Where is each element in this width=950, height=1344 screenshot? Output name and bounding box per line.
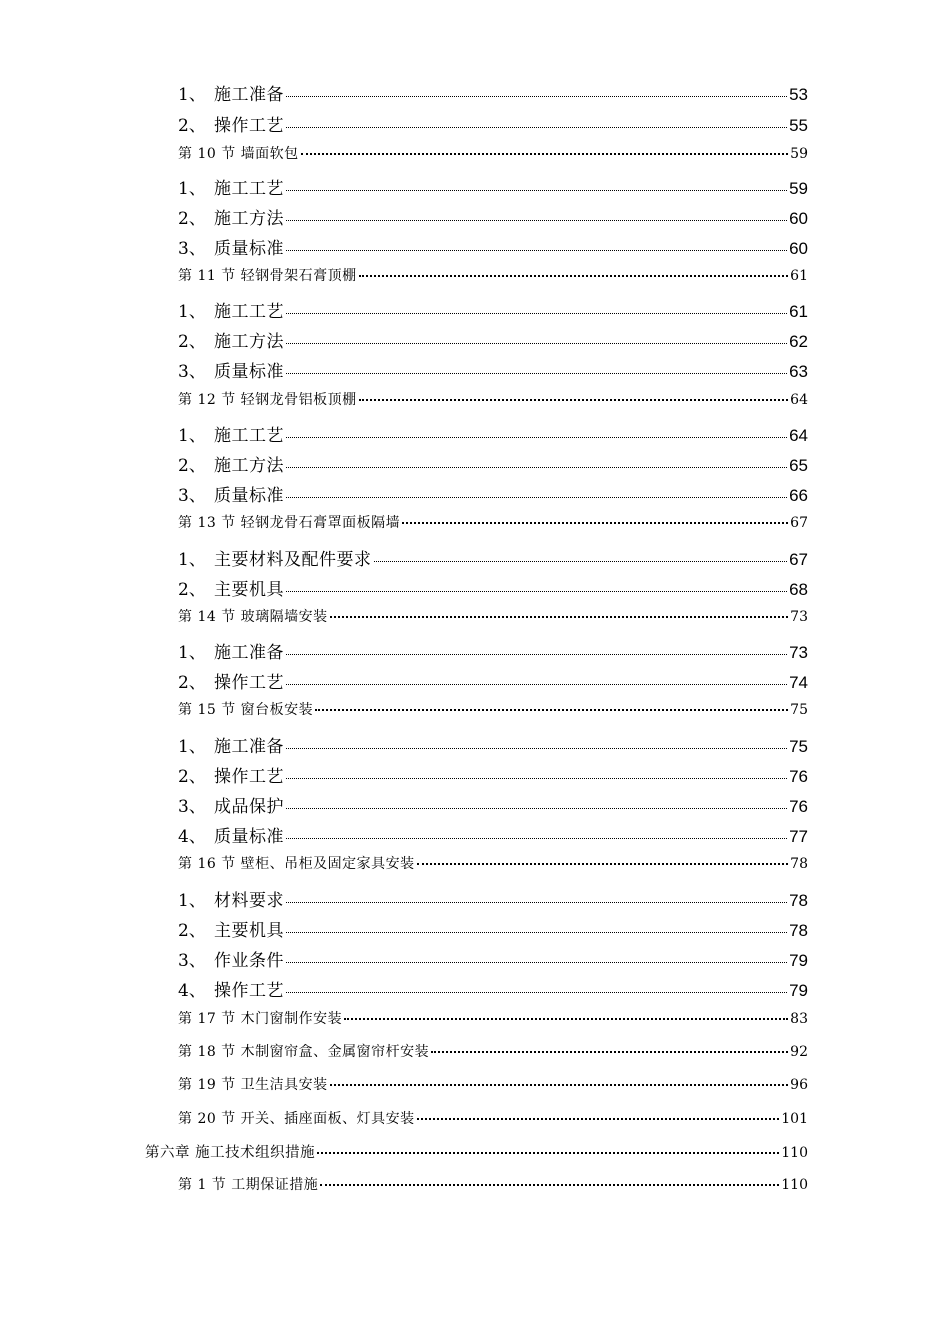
- toc-entry-title: 施工方法: [214, 209, 284, 229]
- toc-item[interactable]: [178, 174, 808, 199]
- dot-leader: [286, 947, 787, 966]
- dot-leader: [286, 763, 787, 782]
- dot-leader: [359, 389, 789, 404]
- toc-page-number: 53: [789, 85, 808, 104]
- toc-page-number: 59: [789, 179, 808, 198]
- toc-item[interactable]: [178, 668, 808, 693]
- toc-section[interactable]: [178, 265, 808, 285]
- toc-item[interactable]: [178, 976, 808, 1001]
- dot-leader: [286, 669, 787, 688]
- toc-page-number: 60: [789, 239, 808, 258]
- toc-page-number: 92: [790, 1044, 808, 1061]
- dot-leader: [286, 733, 787, 752]
- toc-page-number: 75: [789, 737, 808, 756]
- toc-chapter[interactable]: [145, 1141, 808, 1162]
- toc-entry-title: 操作工艺: [214, 116, 284, 136]
- toc-item[interactable]: [178, 545, 808, 570]
- toc-entry-title: 操作工艺: [214, 981, 284, 1001]
- toc-entry-title: 施工方法: [214, 332, 284, 352]
- dot-leader: [330, 606, 789, 621]
- toc-entry-title: 第六章 施工技术组织措施: [145, 1145, 316, 1161]
- toc-item-number: 3、: [178, 951, 206, 971]
- toc-item-number: 4、: [178, 981, 206, 1001]
- dot-leader: [402, 512, 788, 527]
- toc-entry-title: 第 16 节 壁柜、吊柜及固定家具安装: [178, 856, 415, 873]
- toc-entry-title: 施工准备: [214, 643, 284, 663]
- toc-entry-title: 第 11 节 轻钢骨架石膏顶棚: [178, 268, 357, 285]
- toc-item[interactable]: [178, 204, 808, 229]
- toc-item-number: 2、: [178, 116, 206, 136]
- toc-entry-title: 施工准备: [214, 737, 284, 757]
- toc-section[interactable]: [178, 853, 808, 873]
- toc-page-number: 76: [789, 797, 808, 816]
- toc-entry-title: 施工工艺: [214, 426, 284, 446]
- toc-page-number: 79: [789, 951, 808, 970]
- dot-leader: [286, 235, 787, 254]
- toc-entry-title: 施工方法: [214, 456, 284, 476]
- toc-section[interactable]: [178, 1174, 808, 1194]
- dot-leader: [330, 1074, 789, 1089]
- toc-page-number: 77: [789, 827, 808, 846]
- toc-entry-title: 第 10 节 墙面软包: [178, 146, 299, 163]
- toc-item[interactable]: [178, 732, 808, 757]
- dot-leader: [286, 576, 787, 595]
- dot-leader: [286, 298, 787, 317]
- toc-page-number: 78: [790, 856, 808, 873]
- toc-entry-title: 第 1 节 工期保证措施: [178, 1177, 319, 1194]
- dot-leader: [286, 639, 787, 658]
- toc-page-number: 68: [789, 580, 808, 599]
- dot-leader: [431, 1041, 788, 1056]
- toc-entry-title: 质量标准: [214, 362, 284, 382]
- dot-leader: [286, 175, 787, 194]
- toc-page-number: 55: [789, 116, 808, 135]
- toc-page-number: 61: [789, 302, 808, 321]
- toc-entry-title: 第 15 节 窗台板安装: [178, 702, 314, 719]
- toc-section[interactable]: [178, 1108, 808, 1128]
- toc-page-number: 65: [789, 456, 808, 475]
- toc-item-number: 1、: [178, 179, 206, 199]
- toc-item[interactable]: [178, 80, 808, 105]
- toc-item-number: 3、: [178, 797, 206, 817]
- toc-entry-title: 材料要求: [214, 891, 284, 911]
- toc-page-number: 73: [790, 609, 808, 626]
- toc-entry-title: 第 17 节 木门窗制作安装: [178, 1011, 343, 1028]
- dot-leader: [417, 1108, 780, 1123]
- dot-leader: [286, 328, 787, 347]
- toc-item-number: 1、: [178, 550, 206, 570]
- dot-leader: [315, 699, 788, 714]
- toc-entry-title: 第 13 节 轻钢龙骨石膏罩面板隔墙: [178, 515, 401, 532]
- toc-item[interactable]: [178, 575, 808, 600]
- toc-item-number: 2、: [178, 456, 206, 476]
- toc-entry-title: 成品保护: [214, 797, 284, 817]
- toc-section[interactable]: [178, 512, 808, 532]
- toc-page-number: 110: [781, 1177, 808, 1194]
- toc-item-number: 2、: [178, 673, 206, 693]
- toc-entry-title: 第 18 节 木制窗帘盒、金属窗帘杆安装: [178, 1044, 430, 1061]
- toc-entry-title: 质量标准: [214, 827, 284, 847]
- toc-item[interactable]: [178, 946, 808, 971]
- toc-item-number: 4、: [178, 827, 206, 847]
- toc-item-number: 2、: [178, 209, 206, 229]
- toc-item[interactable]: [178, 357, 808, 382]
- toc-page-number: 79: [789, 981, 808, 1000]
- toc-entry-title: 操作工艺: [214, 673, 284, 693]
- dot-leader: [301, 143, 789, 158]
- toc-item[interactable]: [178, 792, 808, 817]
- dot-leader: [286, 793, 787, 812]
- toc-section[interactable]: [178, 1008, 808, 1028]
- toc-page-number: 61: [790, 268, 808, 285]
- toc-entry-title: 主要机具: [214, 921, 284, 941]
- dot-leader: [286, 917, 787, 936]
- toc-item[interactable]: [178, 451, 808, 476]
- toc-page-number: 63: [789, 362, 808, 381]
- dot-leader: [286, 205, 787, 224]
- toc-item[interactable]: [178, 327, 808, 352]
- toc-page-number: 101: [781, 1111, 808, 1128]
- toc-page-number: 67: [789, 550, 808, 569]
- toc-item-number: 2、: [178, 921, 206, 941]
- toc-section[interactable]: [178, 143, 808, 163]
- toc-item-number: 1、: [178, 643, 206, 663]
- toc-section[interactable]: [178, 389, 808, 409]
- toc-item[interactable]: [178, 822, 808, 847]
- toc-item-number: 1、: [178, 85, 206, 105]
- toc-item-number: 1、: [178, 426, 206, 446]
- toc-entry-title: 第 12 节 轻钢龙骨铝板顶棚: [178, 392, 357, 409]
- toc-item[interactable]: [178, 234, 808, 259]
- toc-page-number: 73: [789, 643, 808, 662]
- toc-entry-title: 质量标准: [214, 486, 284, 506]
- toc-entry-title: 作业条件: [214, 951, 284, 971]
- toc-page-number: 110: [781, 1145, 808, 1161]
- toc-entry-title: 第 19 节 卫生洁具安装: [178, 1077, 328, 1094]
- toc-entry-title: 施工工艺: [214, 179, 284, 199]
- toc-page-number: 66: [789, 486, 808, 505]
- toc-page-number: 76: [789, 767, 808, 786]
- toc-page-number: 74: [789, 673, 808, 692]
- dot-leader: [286, 452, 787, 471]
- dot-leader: [320, 1174, 779, 1189]
- dot-leader: [286, 112, 787, 131]
- toc-entry-title: 主要机具: [214, 580, 284, 600]
- toc-entry-title: 施工准备: [214, 85, 284, 105]
- dot-leader: [286, 977, 787, 996]
- dot-leader: [286, 358, 787, 377]
- dot-leader: [344, 1008, 788, 1023]
- toc-item-number: 1、: [178, 737, 206, 757]
- toc-page-number: 60: [789, 209, 808, 228]
- toc-item[interactable]: [178, 762, 808, 787]
- toc-entry-title: 第 20 节 开关、插座面板、灯具安装: [178, 1111, 415, 1128]
- toc-entry-title: 质量标准: [214, 239, 284, 259]
- dot-leader: [286, 422, 787, 441]
- toc-section[interactable]: [178, 1041, 808, 1061]
- toc-item-number: 3、: [178, 362, 206, 382]
- toc-entry-title: 操作工艺: [214, 767, 284, 787]
- dot-leader: [286, 823, 787, 842]
- toc-page-number: 78: [789, 921, 808, 940]
- toc-item-number: 2、: [178, 767, 206, 787]
- toc-item-number: 1、: [178, 302, 206, 322]
- toc-item-number: 1、: [178, 891, 206, 911]
- dot-leader: [286, 81, 787, 100]
- toc-item[interactable]: [178, 886, 808, 911]
- toc-page-number: 67: [790, 515, 808, 532]
- dot-leader: [286, 887, 787, 906]
- toc-entry-title: 施工工艺: [214, 302, 284, 322]
- toc-item-number: 3、: [178, 486, 206, 506]
- toc-page-number: 64: [790, 392, 808, 409]
- toc-page-number: 62: [789, 332, 808, 351]
- toc-page-number: 64: [789, 426, 808, 445]
- toc-section[interactable]: [178, 699, 808, 719]
- dot-leader: [317, 1141, 779, 1157]
- toc-item[interactable]: [178, 421, 808, 446]
- toc-section[interactable]: [178, 1074, 808, 1094]
- toc-entry-title: 主要材料及配件要求: [214, 550, 372, 570]
- toc-section[interactable]: [178, 606, 808, 626]
- toc-item-number: 2、: [178, 332, 206, 352]
- dot-leader: [359, 265, 789, 280]
- toc-page-number: 78: [789, 891, 808, 910]
- toc-item[interactable]: [178, 111, 808, 136]
- dot-leader: [286, 482, 787, 501]
- toc-item[interactable]: [178, 638, 808, 663]
- toc-item-number: 2、: [178, 580, 206, 600]
- toc-page-number: 83: [790, 1011, 808, 1028]
- toc-item[interactable]: [178, 297, 808, 322]
- toc-item[interactable]: [178, 916, 808, 941]
- toc-page-number: 59: [790, 146, 808, 163]
- toc-page-number: 96: [790, 1077, 808, 1094]
- toc-page-number: 75: [790, 702, 808, 719]
- dot-leader: [374, 546, 788, 565]
- dot-leader: [417, 853, 789, 868]
- toc-item-number: 3、: [178, 239, 206, 259]
- toc-item[interactable]: [178, 481, 808, 506]
- toc-entry-title: 第 14 节 玻璃隔墙安装: [178, 609, 328, 626]
